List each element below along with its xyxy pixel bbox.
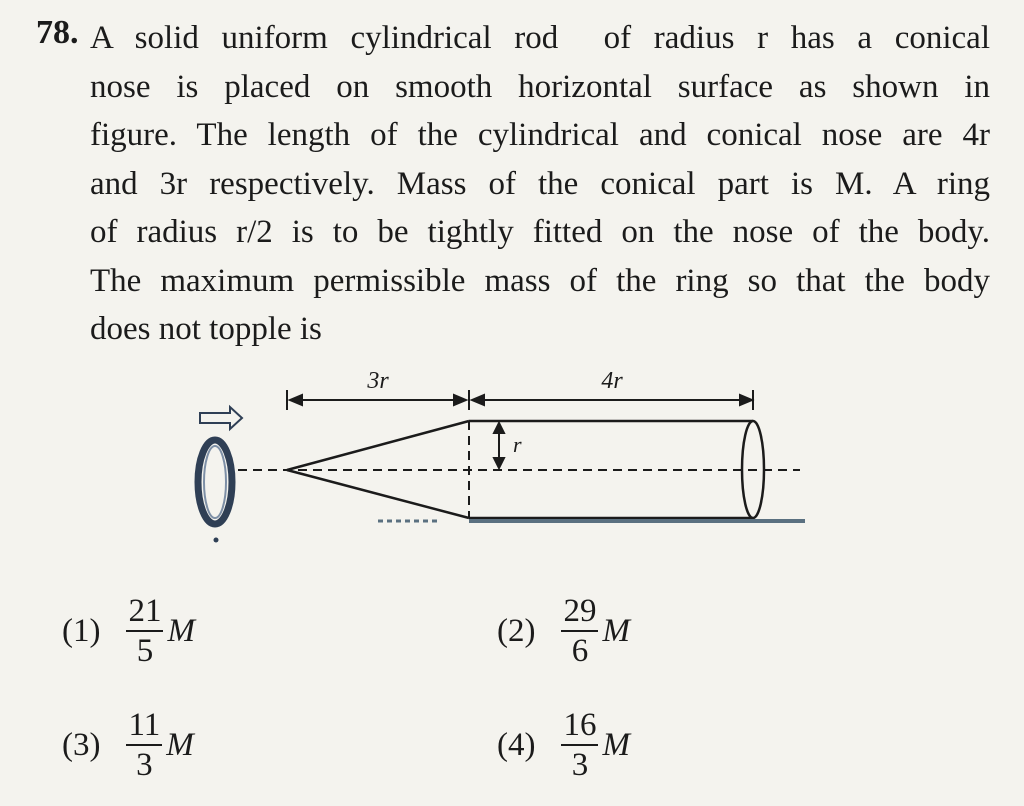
label-4r: 4r [601, 368, 623, 394]
fraction-denominator: 3 [571, 747, 589, 783]
option-3[interactable] [62, 706, 194, 784]
option-label: (1) [62, 612, 101, 649]
question-line [90, 257, 990, 306]
question-line-text: A solid uniform cylindrical rod of radius r has a conical [90, 20, 990, 56]
fraction-numerator: 29 [563, 593, 597, 629]
question-line [90, 305, 990, 354]
option-2[interactable] [497, 592, 630, 670]
question-line-text: The maximum permissible mass of the ring so that the body [90, 262, 990, 299]
option-unit: M [166, 726, 194, 763]
question-line-text: figure. The length of the cylindrical and conical nose are 4r [90, 117, 990, 153]
right-arrow-icon [200, 407, 242, 429]
question-line [90, 160, 990, 209]
option-unit: M [167, 612, 195, 649]
radius-marker [494, 423, 504, 468]
label-r: r [513, 432, 522, 457]
question-number: 78. [36, 14, 79, 51]
option-1[interactable] [62, 592, 195, 670]
fraction [561, 592, 598, 670]
fraction-denominator: 3 [136, 747, 153, 783]
question-text [90, 14, 990, 354]
fraction-numerator: 11 [128, 707, 161, 743]
question-line [90, 111, 990, 160]
question-line-text: and 3r respectively. Mass of the conical part is M. A ring [90, 165, 990, 202]
question-line [90, 14, 990, 63]
fraction-denominator: 5 [136, 633, 154, 669]
question-line [90, 63, 990, 112]
option-unit: M [602, 726, 630, 763]
rod-figure [0, 360, 1024, 560]
ring-icon [198, 440, 232, 543]
question-line-text: nose is placed on smooth horizontal surface as shown in [90, 68, 990, 105]
option-label: (3) [62, 726, 101, 763]
option-label: (2) [497, 612, 536, 649]
fraction-numerator: 21 [128, 593, 162, 629]
fraction-numerator: 16 [563, 707, 597, 743]
option-label: (4) [497, 726, 536, 763]
option-unit: M [602, 612, 630, 649]
fraction [126, 706, 162, 784]
fraction-denominator: 6 [571, 633, 589, 669]
fraction [561, 706, 598, 784]
option-4[interactable] [497, 706, 630, 784]
question-line-text: of radius r/2 is to be tightly fitted on the nose of the body. [90, 214, 990, 250]
label-3r: 3r [367, 368, 389, 394]
fraction [126, 592, 163, 670]
question-line [90, 208, 990, 257]
question-line-text: does not topple is [90, 311, 322, 347]
